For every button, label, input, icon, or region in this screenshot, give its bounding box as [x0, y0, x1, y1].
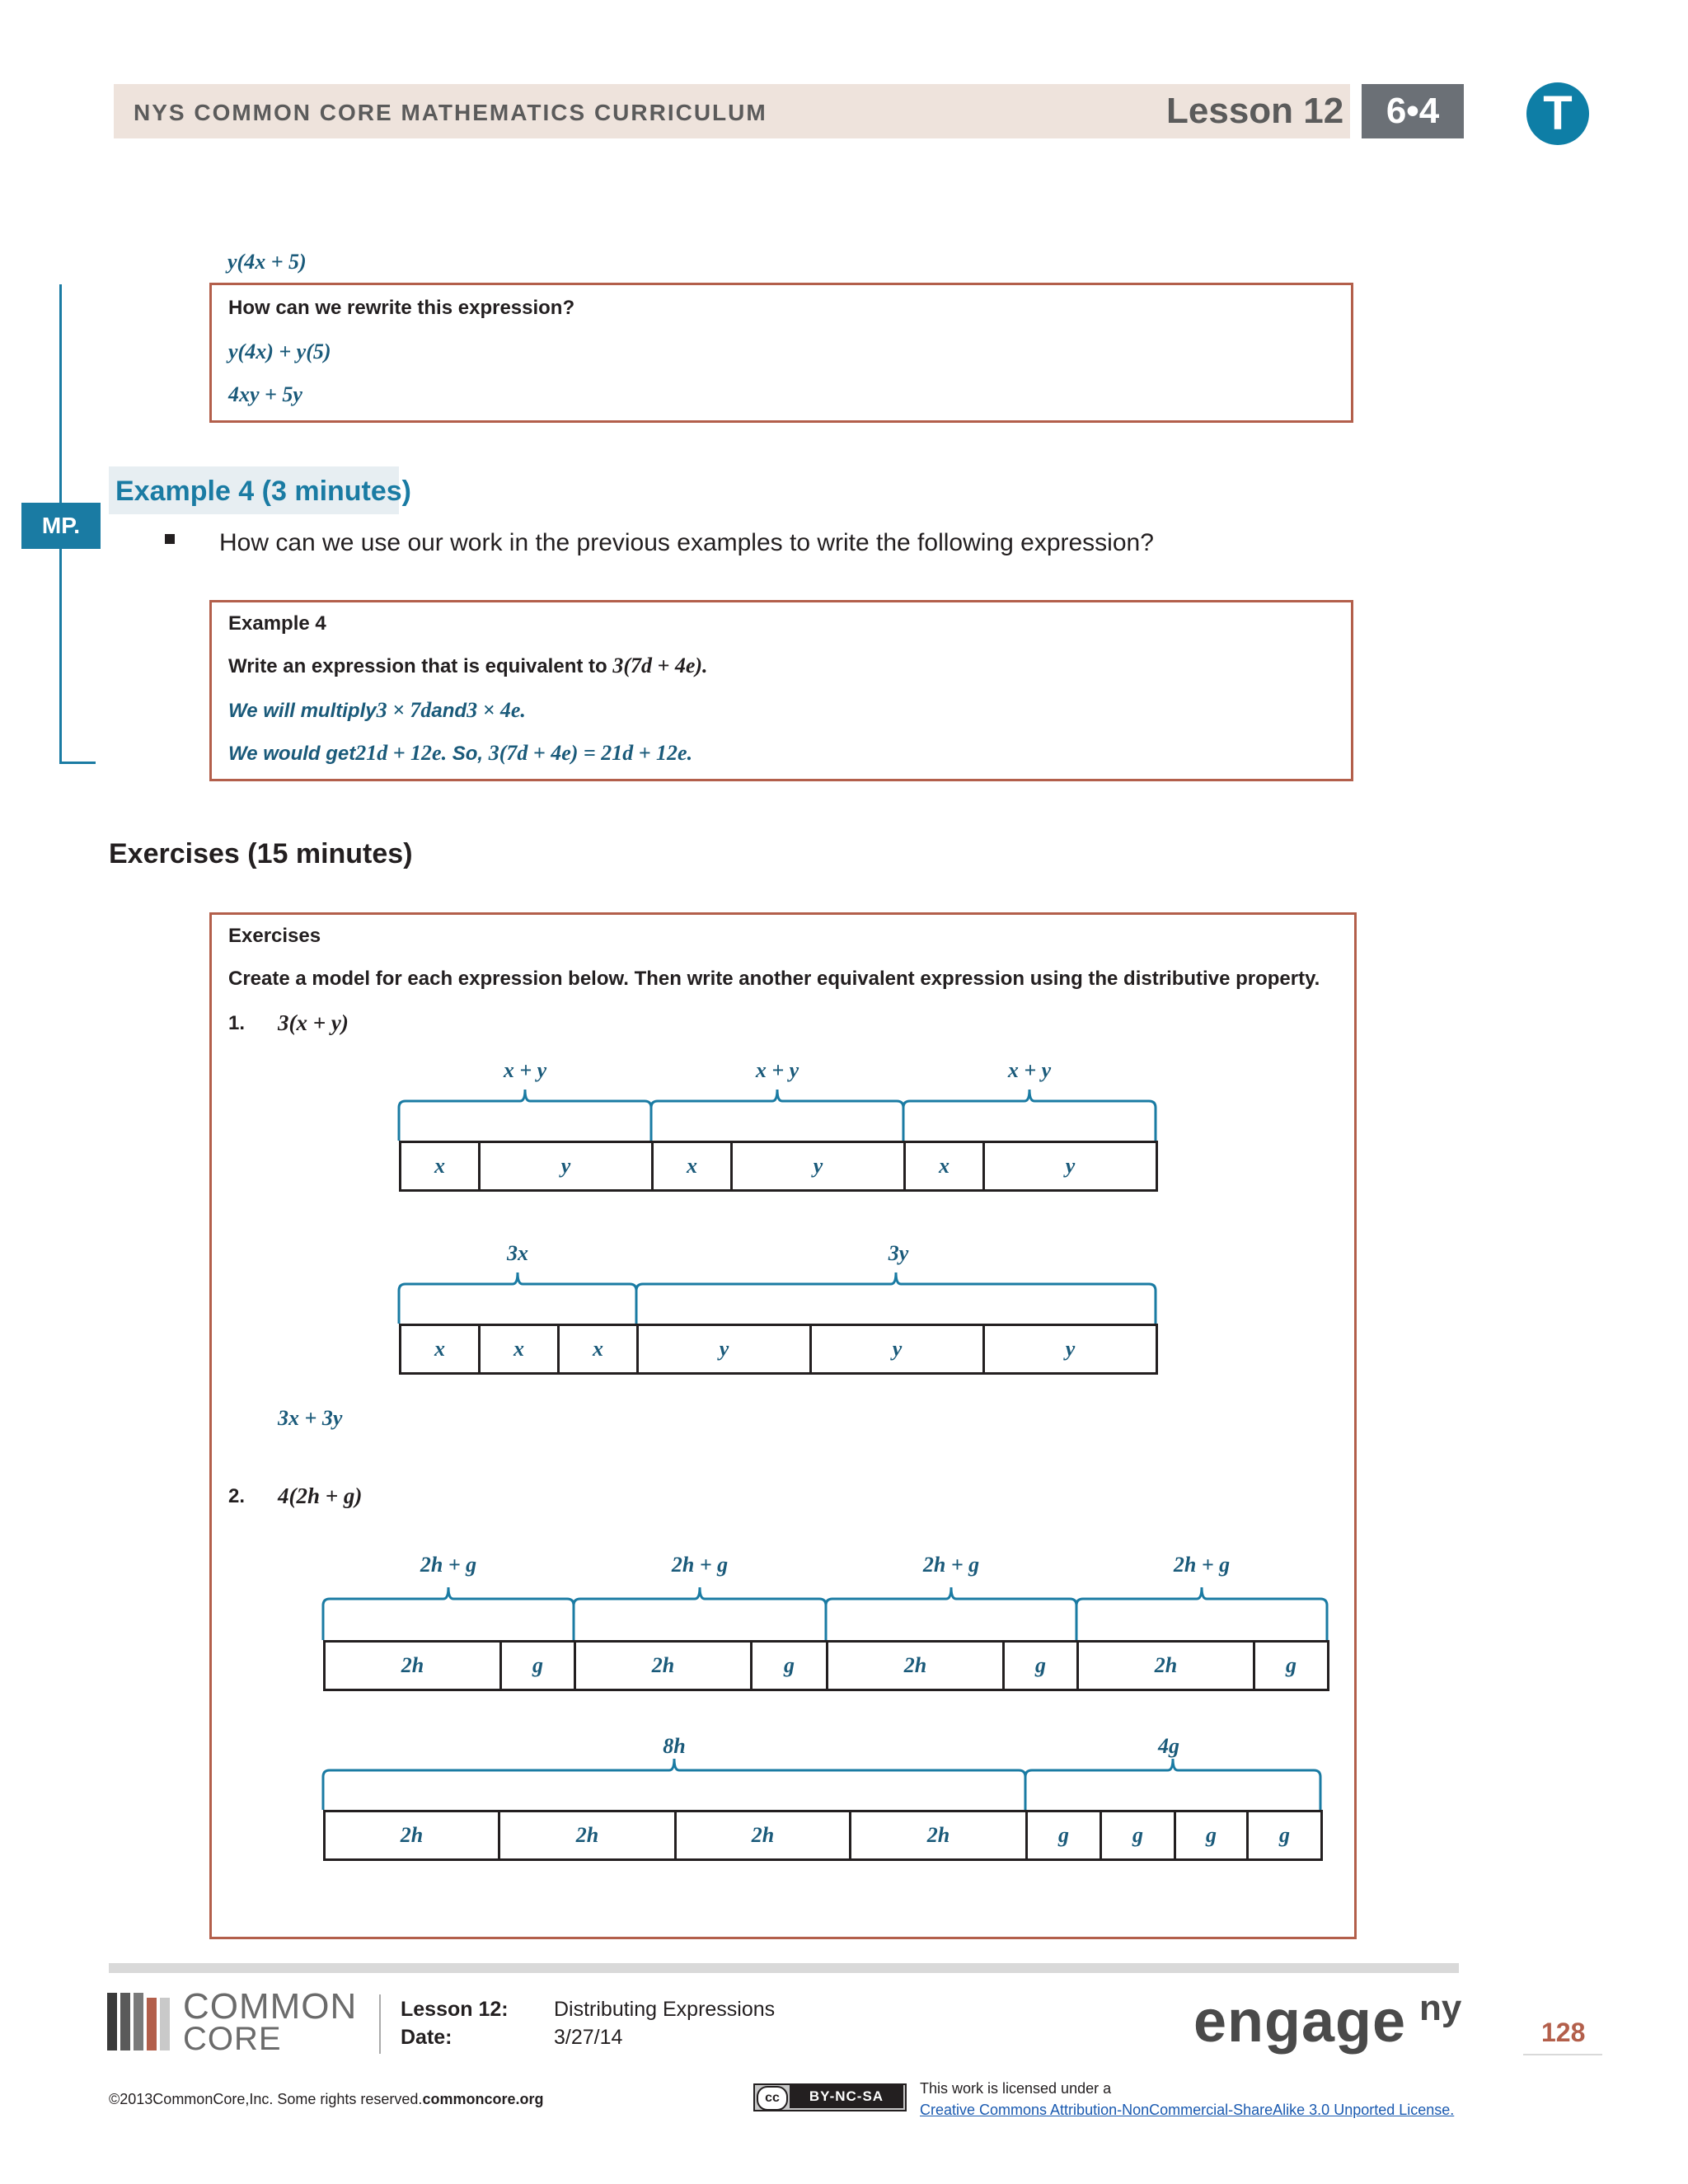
example-4-box-title: Example 4	[228, 612, 326, 635]
common-core-logo-line1: COMMON	[183, 1986, 358, 2027]
answer-2-expr2: 3(7d + 4e) = 21d + 12e.	[488, 741, 693, 765]
ex2-mid-label: 4g	[1158, 1734, 1179, 1758]
ex1-top-label: x + y	[755, 1058, 799, 1082]
exercises-box-title: Exercises	[228, 925, 321, 947]
ex2-row2-cell: g	[1100, 1810, 1176, 1861]
lesson-title: Lesson 12	[1166, 91, 1344, 131]
ex1-mid-label: 3x	[507, 1241, 528, 1265]
answer-1-and: and	[431, 700, 467, 722]
common-core-logo-icon	[107, 1993, 178, 2050]
ex1-mid-brace	[636, 1272, 1156, 1324]
ex2-row2-cell: 2h	[674, 1810, 851, 1861]
ex1-row2-cell: y	[809, 1324, 985, 1375]
answer-1-expr: 3 × 7d	[376, 698, 432, 722]
ex2-top-brace	[574, 1587, 826, 1640]
license-line-1: This work is licensed under a	[920, 2080, 1112, 2097]
ex1-row2-cell: x	[399, 1324, 481, 1375]
ex2-mid-brace	[1025, 1759, 1320, 1810]
ex1-row1-cell: x	[399, 1141, 481, 1192]
exercise-1-number: 1.	[228, 1012, 246, 1034]
ex2-top-brace	[826, 1587, 1076, 1640]
ex1-row1-cell: y	[982, 1141, 1158, 1192]
ex1-top-brace	[399, 1090, 651, 1141]
footer-rule	[109, 1963, 1459, 1973]
footer-lesson-label: Lesson 12:	[401, 1998, 509, 2021]
intro-expression: y(4x + 5)	[227, 250, 307, 274]
ex2-row1-cell: g	[750, 1640, 828, 1691]
copyright-text: ©2013CommonCore,Inc. Some rights reserved.	[109, 2091, 423, 2107]
ex1-row1-cell: y	[730, 1141, 906, 1192]
exercises-instructions: Create a model for each expression below. Then write another equivalent expression using the distributive property.	[228, 968, 1320, 990]
ex2-row2-cell: 2h	[849, 1810, 1028, 1861]
ex2-row1-cell: g	[1002, 1640, 1079, 1691]
ex2-row1-cell: 2h	[574, 1640, 753, 1691]
ex2-top-label: 2h + g	[922, 1553, 980, 1577]
ex2-row1-cell: 2h	[1076, 1640, 1255, 1691]
license-cc-icon: cc	[757, 2086, 788, 2111]
ex1-mid-brace	[399, 1272, 636, 1324]
answer-2-so: So,	[447, 743, 489, 765]
answer-1-expr2: 3 × 4e.	[467, 698, 526, 722]
intro-line-1: y(4x) + y(5)	[228, 340, 331, 363]
footer-lesson-value: Distributing Expressions	[554, 1998, 776, 2021]
exercise-2-expression: 4(2h + g)	[278, 1483, 363, 1508]
copyright	[109, 2091, 543, 2108]
ex2-row2-cell: 2h	[323, 1810, 500, 1861]
ex2-row2-cell: g	[1174, 1810, 1249, 1861]
ex1-top-brace	[651, 1090, 903, 1141]
ex2-row1-cell: g	[499, 1640, 576, 1691]
answer-2-expr: 21d + 12e.	[355, 741, 448, 765]
license-link[interactable]: Creative Commons Attribution-NonCommercial-ShareAlike 3.0 Unported License.	[920, 2102, 1455, 2118]
intro-question: How can we rewrite this expression?	[228, 297, 575, 319]
ex2-top-label: 2h + g	[420, 1553, 477, 1577]
ex1-row2-cell: y	[636, 1324, 812, 1375]
example-4-task-text: Write an expression that is equivalent to	[228, 655, 613, 677]
ex1-row1-cell: x	[651, 1141, 733, 1192]
ex2-top-brace	[323, 1587, 574, 1640]
mp-tag: MP.	[21, 503, 101, 549]
ex2-row1-cell: 2h	[826, 1640, 1005, 1691]
curriculum-title: NYS COMMON CORE MATHEMATICS CURRICULUM	[134, 100, 767, 125]
engageny-logo-sup: ny	[1419, 1988, 1462, 2028]
ex1-top-brace	[903, 1090, 1156, 1141]
ex1-row1-cell: x	[903, 1141, 985, 1192]
ex2-row2-cell: g	[1025, 1810, 1102, 1861]
footer-divider	[379, 1994, 381, 2054]
ex1-row2-cell: x	[557, 1324, 639, 1375]
example-4-task-expr: 3(7d + 4e).	[612, 654, 708, 677]
ex2-row2-cell: 2h	[498, 1810, 677, 1861]
grade-module-badge: 6•4	[1362, 84, 1464, 138]
ex2-row1-cell: 2h	[323, 1640, 502, 1691]
ex1-row2-cell: x	[478, 1324, 560, 1375]
common-core-logo-line2: CORE	[183, 2021, 282, 2057]
ex1-top-label: x + y	[1007, 1058, 1052, 1082]
ex1-row2-cell: y	[982, 1324, 1158, 1375]
ex2-row2-cell: g	[1246, 1810, 1323, 1861]
example-4-prompt: How can we use our work in the previous examples to write the following expression?	[219, 529, 1154, 556]
ex1-mid-label: 3y	[888, 1241, 909, 1265]
teacher-badge-icon: T	[1526, 82, 1589, 145]
page-number: 128	[1541, 2018, 1586, 2047]
ex1-top-label: x + y	[503, 1058, 547, 1082]
example-4-heading: Example 4 (3 minutes)	[115, 476, 412, 507]
ex2-row1-cell: g	[1253, 1640, 1329, 1691]
license-by-nc-sa-label: BY-NC-SA	[790, 2085, 903, 2108]
exercises-heading: Exercises (15 minutes)	[109, 838, 413, 869]
page-number-rule	[1523, 2054, 1602, 2055]
answer-1-text: We will multiply	[228, 700, 377, 722]
ex2-mid-label: 8h	[663, 1734, 686, 1758]
exercise-1-answer: 3x + 3y	[278, 1406, 343, 1430]
ex2-mid-brace	[323, 1759, 1025, 1810]
ex2-top-label: 2h + g	[1173, 1553, 1231, 1577]
answer-2-text: We would get	[228, 743, 356, 765]
footer-date-label: Date:	[401, 2026, 452, 2049]
ex1-row1-cell: y	[478, 1141, 654, 1192]
footer-date-value: 3/27/14	[554, 2026, 623, 2049]
exercise-1-expression: 3(x + y)	[278, 1010, 349, 1035]
intro-line-2: 4xy + 5y	[228, 382, 302, 406]
engageny-logo: engage	[1193, 1989, 1407, 2055]
exercise-2-number: 2.	[228, 1485, 246, 1507]
copyright-site: commoncore.org	[422, 2091, 544, 2107]
ex2-top-brace	[1076, 1587, 1327, 1640]
ex2-top-label: 2h + g	[671, 1553, 729, 1577]
